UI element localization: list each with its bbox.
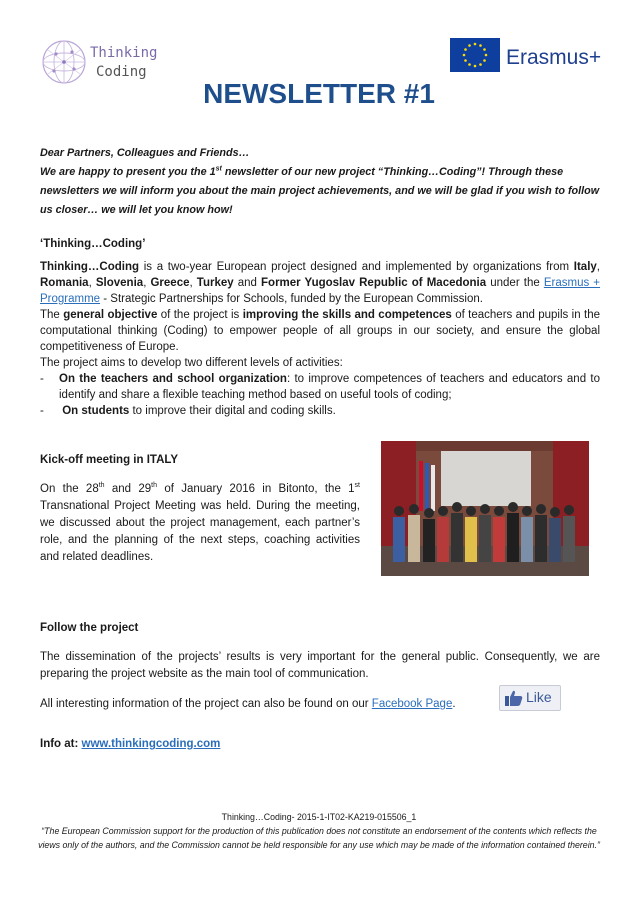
intro-text bbox=[40, 163, 600, 220]
bold-text: improving the skills and competences bbox=[242, 309, 452, 321]
text: under the bbox=[486, 277, 544, 289]
section-heading-kickoff: Kick-off meeting in ITALY bbox=[40, 454, 179, 466]
group-photo-image bbox=[381, 441, 589, 576]
text: All interesting information of the project can also be found on our bbox=[40, 698, 372, 710]
info-line bbox=[40, 738, 220, 750]
text: On the 28 bbox=[40, 483, 99, 495]
paragraph bbox=[40, 307, 600, 355]
text: is a two-year European project designed and implemented by organizations from bbox=[139, 261, 574, 273]
erasmus-programme-link[interactable]: Erasmus + Programme bbox=[40, 277, 601, 305]
footer bbox=[30, 810, 608, 852]
sup: th bbox=[98, 482, 105, 490]
section-heading-project: ‘Thinking…Coding’ bbox=[40, 238, 146, 250]
logo-text-thinking: Thinking bbox=[90, 45, 158, 61]
text: , bbox=[596, 261, 600, 273]
country: Greece bbox=[150, 277, 190, 289]
text: , bbox=[143, 277, 151, 289]
text: of January 2016 in Bitonto, the 1 bbox=[157, 483, 355, 495]
intro-sup: st bbox=[215, 165, 222, 173]
bullet-dash: - bbox=[40, 373, 44, 385]
website-link[interactable]: www.thinkingcoding.com bbox=[81, 738, 221, 750]
like-label: Like bbox=[526, 689, 552, 705]
text: The bbox=[40, 309, 64, 321]
country: Italy bbox=[573, 261, 597, 273]
bullet-dash: - bbox=[40, 405, 44, 417]
text: . bbox=[452, 698, 456, 710]
list-item bbox=[40, 371, 600, 403]
page-title: NEWSLETTER #1 bbox=[203, 78, 435, 109]
project-description bbox=[40, 259, 600, 419]
section-heading-follow: Follow the project bbox=[40, 622, 139, 634]
paragraph bbox=[40, 259, 600, 307]
bold-text: On students bbox=[62, 405, 130, 417]
list-item bbox=[40, 403, 600, 419]
text: , bbox=[189, 277, 197, 289]
country: Romania bbox=[40, 277, 89, 289]
text: Transnational Project Meeting was held. During the meeting, we discussed about the project management, each partner’s role, and the planning of the next steps, coaching activities and related deadlines. bbox=[40, 500, 360, 563]
text: - Strategic Partnerships for Schools, funded by the European Commission. bbox=[100, 293, 483, 305]
info-label: Info at: bbox=[40, 738, 82, 750]
greeting: Dear Partners, Colleagues and Friends… bbox=[40, 147, 250, 159]
text: , bbox=[88, 277, 96, 289]
erasmus-logo bbox=[450, 38, 620, 78]
thumbs-up-icon bbox=[504, 689, 524, 707]
intro-text-part: We are happy to present you the 1 bbox=[40, 166, 216, 178]
sup: st bbox=[354, 482, 360, 490]
intro-block bbox=[40, 144, 600, 220]
text: and bbox=[233, 277, 262, 289]
facebook-like-button[interactable] bbox=[499, 685, 561, 711]
text: and 29 bbox=[104, 483, 152, 495]
text: of the project is bbox=[157, 309, 243, 321]
bold-text: general objective bbox=[63, 309, 158, 321]
text: of teachers and pupils in the computational thinking (Coding) to empower people of all groups in our society, and ensure the global competitiveness of Europe. bbox=[40, 309, 601, 353]
paragraph: The dissemination of the projects’ results is very important for the general public. Consequently, we are preparing the project website as the main tool of communication. bbox=[40, 651, 600, 680]
bold-text: On the teachers and school organization bbox=[59, 373, 287, 385]
erasmus-label: Erasmus+ bbox=[506, 46, 602, 69]
facebook-page-link[interactable]: Facebook Page bbox=[371, 698, 453, 710]
logo-text-coding: Coding bbox=[96, 64, 147, 80]
country: Former Yugoslav Republic of Macedonia bbox=[261, 277, 487, 289]
kickoff-block bbox=[40, 452, 360, 566]
intro-text-part: newsletter of our new project “Thinking…Coding”! Through these newsletters we will inform you about the main project achievements, and we will be glad if you wish to follow us closer… we will let you know how! bbox=[40, 166, 600, 216]
meeting-photo bbox=[381, 441, 589, 576]
paragraph: The project aims to develop two different levels of activities: bbox=[40, 357, 343, 369]
kickoff-text bbox=[40, 481, 360, 566]
text: : to improve competences of teachers and educators and to identify and share a flexible teaching method based on useful tools of coding; bbox=[59, 373, 600, 401]
project-name: Thinking…Coding bbox=[40, 261, 140, 273]
project-code: Thinking…Coding- 2015-1-IT02-KA219-015506_1 bbox=[221, 812, 417, 822]
sup: th bbox=[151, 482, 158, 490]
list-item-text bbox=[59, 371, 600, 403]
eu-flag-icon bbox=[450, 38, 500, 72]
country: Slovenia bbox=[95, 277, 144, 289]
text: to improve their digital and coding skills. bbox=[129, 405, 336, 417]
disclaimer: “The European Commission support for the production of this publication does not constitute an endorsement of the contents which reflects the views only of the authors, and the Commission cannot be held responsible for any use which may be made of the information contained therein.” bbox=[38, 826, 600, 850]
country: Turkey bbox=[196, 277, 234, 289]
list-item-text bbox=[59, 403, 336, 419]
